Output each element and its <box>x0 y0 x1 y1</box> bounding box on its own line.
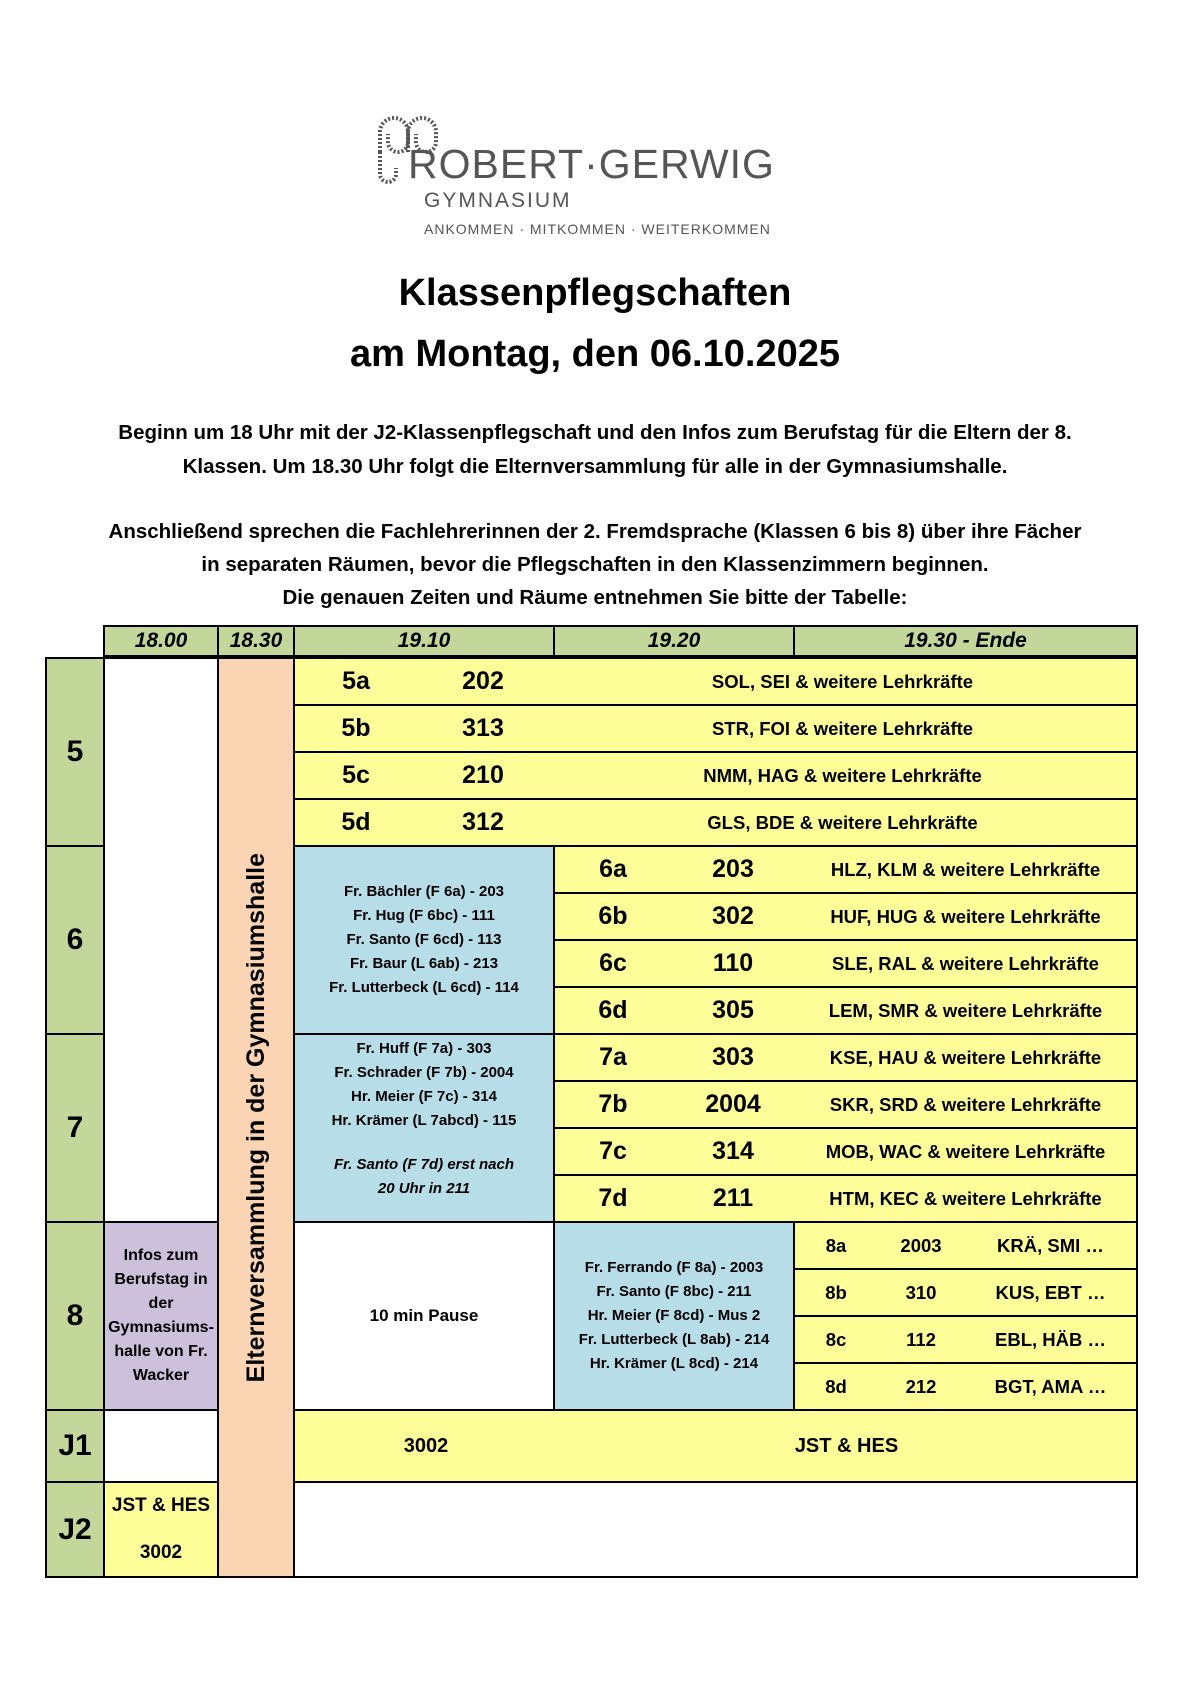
language-teacher: Fr. Hug (F 6bc) - 111 <box>353 907 495 924</box>
class-row-8c <box>793 1315 1138 1364</box>
grade-label-6: 6 <box>45 845 105 1035</box>
room-number: 303 <box>712 1043 754 1071</box>
intro-line: Die genauen Zeiten und Räume entnehmen Sie bitte der Tabelle: <box>282 586 908 609</box>
class-name: 7a <box>599 1043 627 1071</box>
grade-label-j2: J2 <box>45 1481 105 1578</box>
intro-paragraph-1 <box>0 416 1190 484</box>
time-header-1910: 19.10 <box>293 625 555 657</box>
j1-row <box>293 1409 1138 1483</box>
j2-cell <box>103 1481 219 1578</box>
class-name: 7c <box>599 1137 627 1165</box>
pause-cell: 10 min Pause <box>293 1221 555 1411</box>
class-row-8a <box>793 1221 1138 1270</box>
language-note: 20 Uhr in 211 <box>377 1180 471 1197</box>
room-number: 110 <box>712 949 754 977</box>
language-teacher: Fr. Santo (F 6cd) - 113 <box>346 931 502 948</box>
empty-cell <box>103 1409 219 1483</box>
info-line: Infos zum <box>123 1247 199 1264</box>
class-name: 8a <box>825 1234 847 1256</box>
empty-cell <box>293 1481 1138 1578</box>
class-row-7b <box>553 1080 1138 1129</box>
grade6-language-teachers <box>293 845 555 1035</box>
teachers: KUS, EBT … <box>995 1281 1106 1303</box>
empty-cell <box>103 657 219 1223</box>
language-teacher: Hr. Meier (F 7c) - 314 <box>351 1088 497 1105</box>
language-teacher: Hr. Meier (F 8cd) - Mus 2 <box>587 1307 761 1324</box>
logo-subtitle: GYMNASIUM <box>424 189 572 212</box>
language-teacher: Fr. Bächler (F 6a) - 203 <box>343 883 505 900</box>
room-number: 314 <box>712 1137 754 1165</box>
room-number: 112 <box>906 1328 936 1350</box>
page-date-title: am Montag, den 06.10.2025 <box>350 333 840 375</box>
teachers: SOL, SEI & weitere Lehrkräfte <box>711 670 974 692</box>
room-number: 202 <box>462 667 504 695</box>
teachers: HTM, KEC & weitere Lehrkräfte <box>829 1187 1102 1209</box>
language-note: Fr. Santo (F 7d) erst nach <box>333 1156 515 1173</box>
j2-room: 3002 <box>139 1541 183 1563</box>
class-row-6a <box>553 845 1138 894</box>
room-number: 2004 <box>705 1090 761 1118</box>
grade7-language-teachers <box>293 1033 555 1223</box>
room-number: 210 <box>462 761 504 789</box>
room-number: 211 <box>712 1184 754 1212</box>
room-number: 310 <box>905 1281 937 1303</box>
teachers: STR, FOI & weitere Lehrkräfte <box>711 717 974 739</box>
room-number: 203 <box>712 855 754 883</box>
class-name: 6a <box>599 855 627 883</box>
room-number: 312 <box>462 808 504 836</box>
info-line: halle von Fr. <box>114 1343 208 1360</box>
grade-label-8: 8 <box>45 1221 105 1411</box>
class-name: 6d <box>598 996 628 1024</box>
j1-room: 3002 <box>403 1434 449 1457</box>
teachers: GLS, BDE & weitere Lehrkräfte <box>707 811 978 833</box>
language-teacher: Fr. Lutterbeck (L 6cd) - 114 <box>329 979 519 996</box>
class-name: 8b <box>825 1281 847 1303</box>
j1-teachers: JST & HES <box>794 1434 899 1457</box>
page-title: Klassenpflegschaften <box>398 272 792 314</box>
grade-label-j1: J1 <box>45 1409 105 1483</box>
info-line: Gymnasiums- <box>108 1319 214 1336</box>
school-logo <box>378 112 798 247</box>
intro-line: Klassen. Um 18.30 Uhr folgt die Elternversammlung für alle in der Gymnasiumshalle. <box>182 455 1008 478</box>
class-row-6d <box>553 986 1138 1035</box>
class-row-5a <box>293 657 1138 706</box>
class-row-5b <box>293 704 1138 753</box>
intro-line: Anschließend sprechen die Fachlehrerinnen der 2. Fremdsprache (Klassen 6 bis 8) über ihre Fächer <box>108 520 1082 543</box>
class-name: 6c <box>599 949 627 977</box>
grade-label-7: 7 <box>45 1033 105 1223</box>
berufstag-info-cell <box>103 1221 219 1411</box>
logo-motto: ANKOMMEN · MITKOMMEN · WEITERKOMMEN <box>424 221 771 237</box>
intro-line: Beginn um 18 Uhr mit der J2-Klassenpflegschaft und den Infos zum Berufstag für die Eltern der 8. <box>118 421 1072 444</box>
class-row-8d <box>793 1362 1138 1411</box>
class-name: 5b <box>341 714 371 742</box>
class-name: 5c <box>342 761 370 789</box>
language-teacher: Fr. Schrader (F 7b) - 2004 <box>334 1064 514 1081</box>
time-header-1830: 18.30 <box>217 625 295 657</box>
class-name: 5a <box>342 667 370 695</box>
teachers: SKR, SRD & weitere Lehrkräfte <box>829 1093 1102 1115</box>
teachers: BGT, AMA … <box>994 1375 1107 1397</box>
language-teacher: Hr. Krämer (L 8cd) - 214 <box>589 1355 759 1372</box>
class-row-6b <box>553 892 1138 941</box>
intro-line: in separaten Räumen, bevor die Pflegschaften in den Klassenzimmern beginnen. <box>201 553 989 576</box>
class-row-7a <box>553 1033 1138 1082</box>
language-teacher: Hr. Krämer (L 7abcd) - 115 <box>331 1112 517 1129</box>
info-line: der <box>148 1295 174 1312</box>
language-teacher: Fr. Huff (F 7a) - 303 <box>356 1040 492 1057</box>
class-name: 5d <box>341 808 371 836</box>
class-row-5c <box>293 751 1138 800</box>
language-teacher: Fr. Ferrando (F 8a) - 2003 <box>584 1259 764 1276</box>
class-row-7d <box>553 1174 1138 1223</box>
class-name: 7d <box>598 1184 628 1212</box>
class-name: 8c <box>825 1328 847 1350</box>
class-name: 7b <box>598 1090 628 1118</box>
teachers: EBL, HÄB … <box>995 1328 1106 1350</box>
language-teacher: Fr. Lutterbeck (L 8ab) - 214 <box>578 1331 770 1348</box>
teachers: KSE, HAU & weitere Lehrkräfte <box>829 1046 1102 1068</box>
teachers: SLE, RAL & weitere Lehrkräfte <box>832 952 1099 974</box>
room-number: 313 <box>462 714 504 742</box>
teachers: KRÄ, SMI … <box>997 1234 1104 1256</box>
class-row-7c <box>553 1127 1138 1176</box>
language-teacher: Fr. Baur (L 6ab) - 213 <box>349 955 499 972</box>
assembly-label: Elternversammlung in der Gymnasiumshalle <box>241 852 270 1383</box>
class-name: 6b <box>598 902 628 930</box>
language-teacher: Fr. Santo (F 8bc) - 211 <box>596 1283 752 1300</box>
info-line: Berufstag in <box>114 1271 208 1288</box>
logo-name: ROBERT·GERWIG <box>408 141 775 187</box>
info-line: Wacker <box>132 1367 190 1384</box>
class-name: 8d <box>825 1375 847 1397</box>
class-row-6c <box>553 939 1138 988</box>
teachers: HUF, HUG & weitere Lehrkräfte <box>830 905 1101 927</box>
time-header-1920: 19.20 <box>553 625 795 657</box>
j2-teachers: JST & HES <box>111 1495 211 1517</box>
room-number: 212 <box>905 1375 937 1397</box>
teachers: LEM, SMR & weitere Lehrkräfte <box>828 999 1103 1021</box>
class-row-8b <box>793 1268 1138 1317</box>
grade8-language-teachers <box>553 1221 795 1411</box>
parent-assembly-cell <box>217 657 295 1578</box>
class-row-5d <box>293 798 1138 847</box>
intro-paragraph-2 <box>0 515 1190 614</box>
grade-label-5: 5 <box>45 657 105 847</box>
time-header-1930: 19.30 - Ende <box>793 625 1138 657</box>
room-number: 305 <box>712 996 754 1024</box>
time-header-1800: 18.00 <box>103 625 219 657</box>
teachers: HLZ, KLM & weitere Lehrkräfte <box>830 858 1101 880</box>
teachers: NMM, HAG & weitere Lehrkräfte <box>703 764 982 786</box>
room-number: 302 <box>712 902 754 930</box>
teachers: MOB, WAC & weitere Lehrkräfte <box>825 1140 1106 1162</box>
room-number: 2003 <box>900 1234 942 1256</box>
